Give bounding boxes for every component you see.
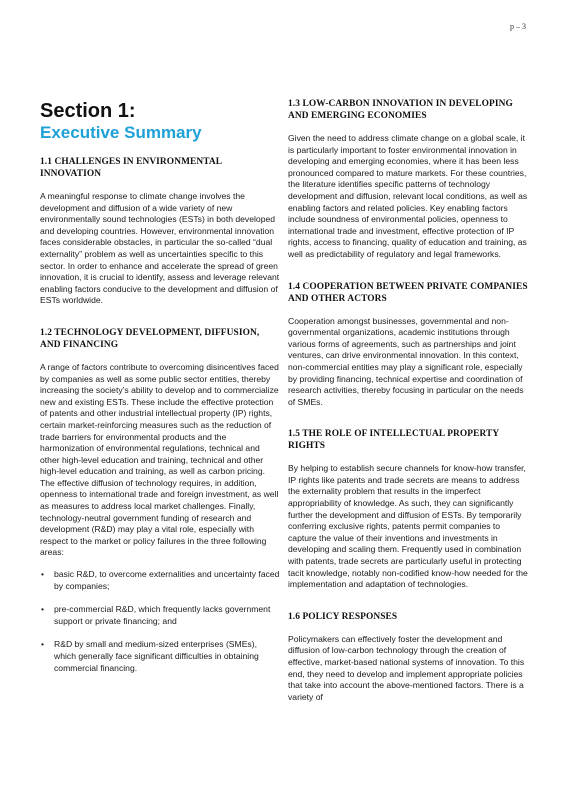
rd-bullet-list: [40, 569, 280, 674]
section-title: Section 1:: [40, 100, 136, 122]
paragraph-challenges: A meaningful response to climate change involves the development and diffusion of a wide variety of new environmentally sound technologies (ESTs) in both developed and developing countries. However, environmental innovation faces considerable obstacles, in particular the so-called “dual externality” problem as well as uncertainties specific to this sector. In order to enhance and accelerate the spread of green innovation, it is crucial to identify, assess and leverage relevant enabling factors conducive to the development and diffusion of ESTs worldwide.: [40, 191, 280, 306]
paragraph-policy-responses: Policymakers can effectively foster the development and diffusion of low-carbon technology through the creation of effective, market-based national systems of innovation. To this end, they need to develop and implement appropriate policies that take into account the above-mentioned factors. There is a variety of: [288, 633, 525, 702]
paragraph-cooperation: Cooperation amongst businesses, governmental and non-governmental organizations, academic institutions through various forms of agreements, such as partnerships and joint ventures, can drive environmental innovation. In this context, non-commercial entities may play a significant role, especially by providing financing, technical expertise and coordination of research activities, thereby focusing in particular on the needs of SMEs.: [288, 315, 524, 407]
heading-cooperation: 1.4 COOPERATION BETWEEN PRIVATE COMPANIES AND OTHER ACTORS: [288, 281, 528, 304]
paragraph-low-carbon: Given the need to address climate change on a global scale, it is particularly important to foster environmental innovation in developing and emerging economies, where it has been less pronounced compared to mature markets. For these countries, the literature identifies specific patterns of technology development and diffusion, relevant local conditions, as well as enabling factors and related policies. Key enabling factors include soundness of environmental policies, openness to international trade and investment, effective protection of IP rights, access to financing, quality of education and training, as well as predictability of regulatory and legal frameworks.: [288, 133, 528, 259]
paragraph-technology-development: A range of factors contribute to overcoming disincentives faced by companies as well as some public sector entities, thereby increasing the society’s ability to develop and to commercialize new and existing ESTs. These include the effective protection of patents and other industrial intellectual property (IP) rights, certain market-reinforcing measures such as the reduction of trade barriers for environmental products and the harmonization of environmental regulations, technical and other high-level education and training, technical and other high-level education and training, as well as carbon pricing. The effective diffusion of technology requires, in addition, openness to international trade and foreign investment, as well as measures to address local market challenges. Finally, technology-neutral government funding of research and development (R&D) may play a vital role, especially with respect to the market or policy failures in the three following areas:: [40, 361, 279, 558]
heading-policy-responses: 1.6 POLICY RESPONSES: [288, 611, 398, 622]
bullet-sme-rd: • R&D by small and medium-sized enterprises (SMEs), which generally face significant difficulties in obtaining commercial financing.: [40, 639, 280, 674]
heading-challenges: 1.1 CHALLENGES IN ENVIRONMENTAL INNOVATION: [40, 157, 222, 179]
right-column: [288, 98, 528, 723]
heading-low-carbon: 1.3 LOW-CARBON INNOVATION IN DEVELOPING AND EMERGING ECONOMIES: [288, 99, 513, 121]
page-number: p – 3: [510, 22, 526, 31]
section-subtitle: Executive Summary: [40, 123, 202, 142]
left-column: [40, 100, 280, 686]
heading-technology-development: 1.2 TECHNOLOGY DEVELOPMENT, DIFFUSION, AND FINANCING: [40, 327, 260, 350]
heading-ip-rights: 1.5 THE ROLE OF INTELLECTUAL PROPERTY RIGHTS: [288, 429, 499, 452]
paragraph-ip-rights: By helping to establish secure channels for know-how transfer, IP rights like patents and trade secrets are means to address the externality problem that results in the imperfect appropriability of knowledge. As such, they can significantly further the development and diffusion of ESTs. By temporarily conferring exclusive rights, patents permit companies to capture the value of their inventions and investments in developing and scaling them. Frequently used in combination with patents, trade secrets are particularly useful in protecting tacit knowledge, notably non-codified know-how needed for the implementation and adaptation of technologies.: [288, 463, 528, 590]
bullet-basic-rd: • basic R&D, to overcome externalities and uncertainty faced by companies;: [40, 569, 280, 592]
bullet-pre-commercial-rd: • pre-commercial R&D, which frequently lacks government support or private financing; and: [40, 604, 280, 627]
